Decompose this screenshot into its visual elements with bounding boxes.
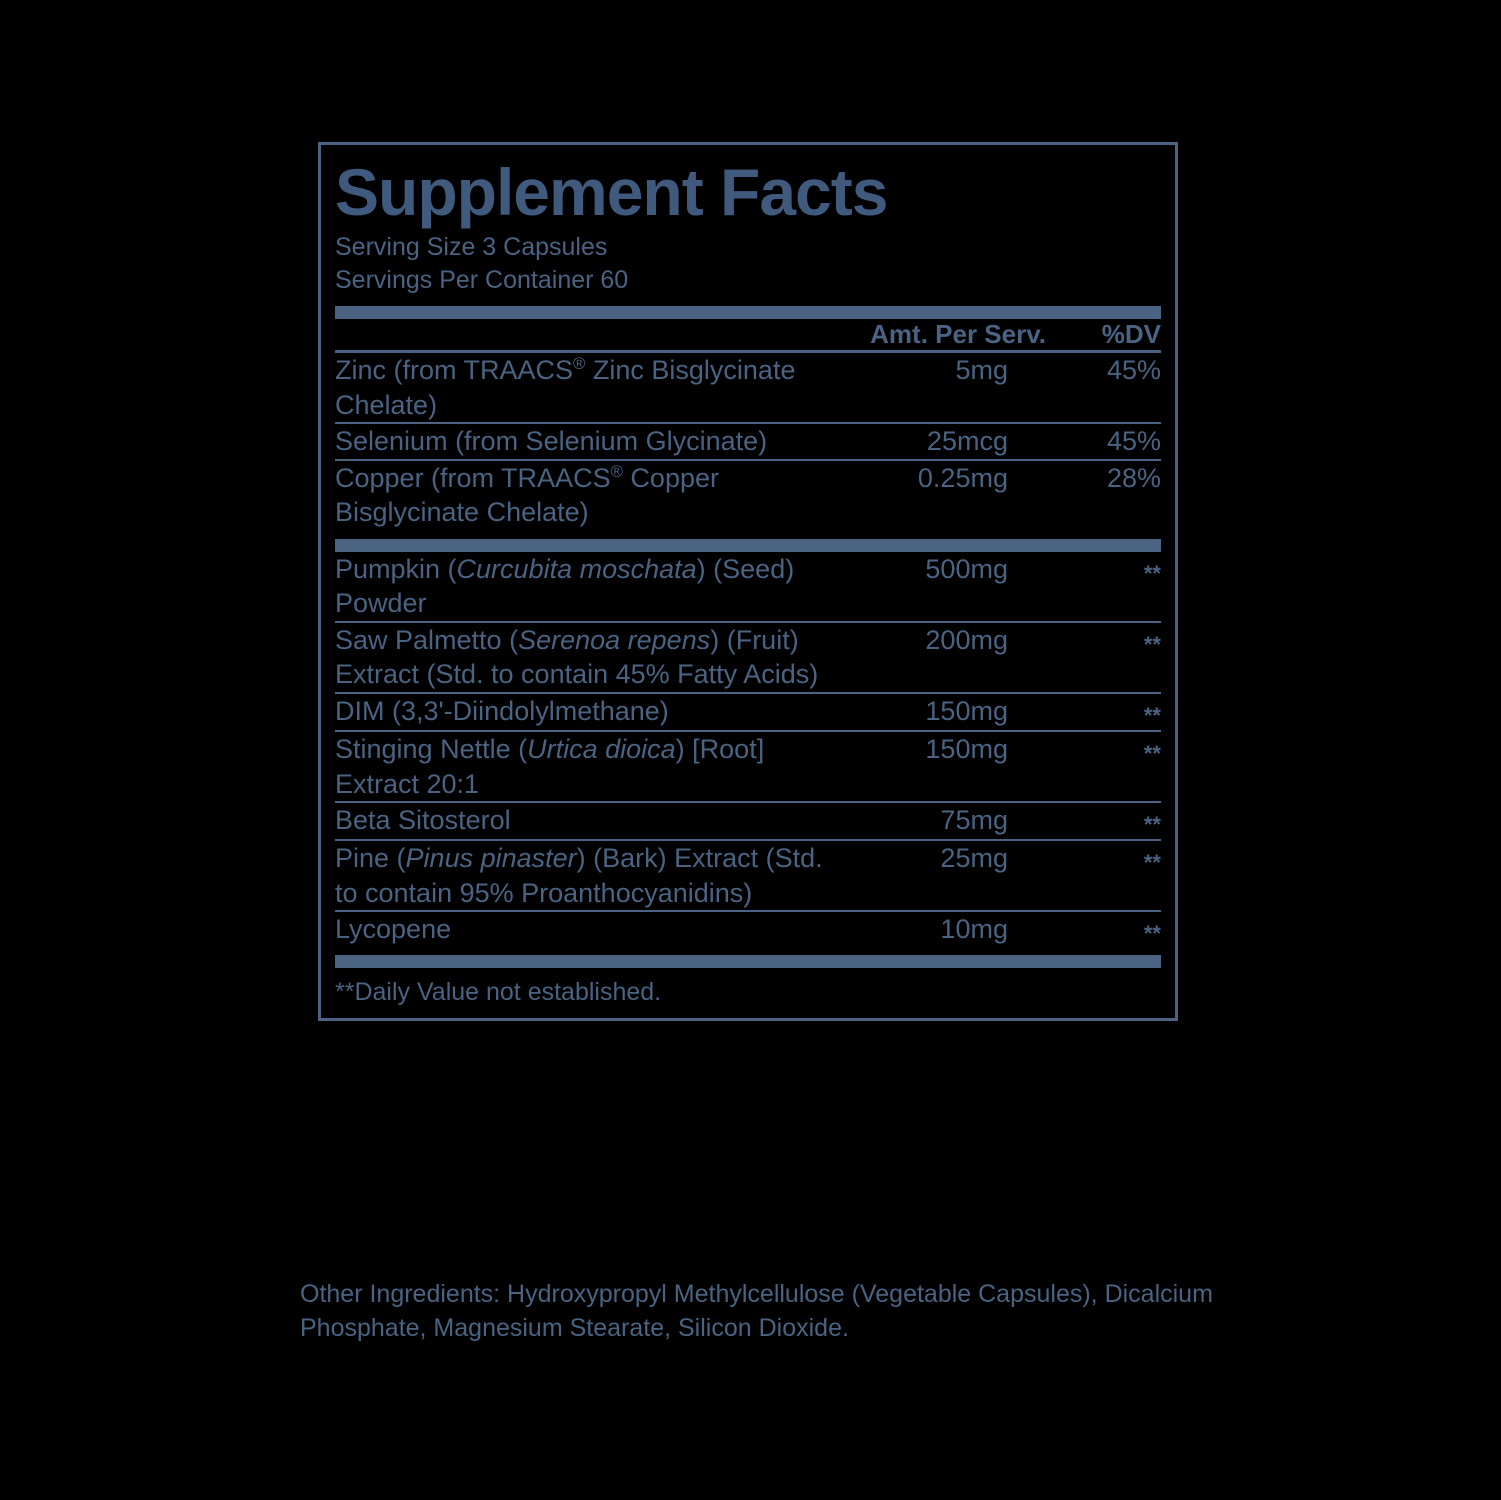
nutrient-name: DIM (3,3'-Diindolylmethane) <box>335 693 826 731</box>
servings-per-container: Servings Per Container 60 <box>335 266 629 294</box>
nutrient-name: Pine (Pinus pinaster) (Bark) Extract (Std. to contain 95% Proanthocyanidins) <box>335 840 826 911</box>
table-header-row <box>335 319 1161 352</box>
divider-thick-top <box>335 306 1161 319</box>
table-row <box>335 352 1161 424</box>
table-row <box>335 460 1161 530</box>
panel-title: Supplement Facts <box>335 155 888 229</box>
nutrient-amount: 200mg <box>826 622 1046 693</box>
table-row <box>335 552 1161 622</box>
table-row <box>335 802 1161 840</box>
serving-size: Serving Size 3 Capsules <box>335 233 608 261</box>
table-row <box>335 911 1161 948</box>
nutrient-amount: 10mg <box>940 914 1008 945</box>
nutrient-dv: ** <box>1046 840 1161 911</box>
supplement-facts-panel <box>318 142 1178 1021</box>
nutrient-dv: ** <box>1046 622 1161 693</box>
nutrient-name: Selenium (from Selenium Glycinate) <box>335 423 826 460</box>
header-daily-value: %DV <box>1046 319 1161 352</box>
table-row <box>335 693 1161 731</box>
nutrient-name: Saw Palmetto (Serenoa repens) (Fruit) Extract (Std. to contain 45% Fatty Acids) <box>335 622 826 693</box>
daily-value-footnote: **Daily Value not established. <box>335 977 662 1006</box>
table-row <box>335 731 1161 802</box>
nutrient-amount: 150mg <box>826 731 1046 802</box>
nutrient-dv: 45% <box>1046 352 1161 424</box>
table-row <box>335 622 1161 693</box>
table-row <box>335 423 1161 460</box>
nutrient-amount: 500mg <box>826 552 1046 622</box>
nutrient-name: Pumpkin (Curcubita moschata) (Seed) Powder <box>335 552 826 622</box>
nutrient-dv: ** <box>1046 802 1161 840</box>
nutrient-name: Stinging Nettle (Urtica dioica) [Root] Extract 20:1 <box>335 731 826 802</box>
divider-thick-bottom <box>335 955 1161 968</box>
nutrient-name: Beta Sitosterol <box>335 802 826 840</box>
nutrient-dv: 45% <box>1046 423 1161 460</box>
nutrients-table <box>335 319 1161 530</box>
nutrient-dv: ** <box>1143 921 1161 947</box>
nutrient-amount: 75mg <box>826 802 1046 840</box>
divider-thick-middle <box>335 539 1161 552</box>
nutrient-dv: ** <box>1046 731 1161 802</box>
nutrient-name: Lycopene <box>335 914 452 945</box>
nutrient-amount: 25mg <box>826 840 1046 911</box>
nutrient-dv: ** <box>1046 693 1161 731</box>
table-row <box>335 840 1161 911</box>
nutrient-name: Zinc (from TRAACS® Zinc Bisglycinate Chelate) <box>335 352 826 424</box>
botanicals-table <box>335 552 1161 949</box>
header-name <box>335 319 826 352</box>
nutrient-dv: ** <box>1046 552 1161 622</box>
header-amount: Amt. Per Serv. <box>826 319 1046 352</box>
nutrient-amount: 5mg <box>826 352 1046 424</box>
nutrient-amount: 150mg <box>826 693 1046 731</box>
nutrient-amount: 0.25mg <box>917 462 1008 493</box>
nutrient-dv: 28% <box>1106 462 1161 493</box>
nutrient-amount: 25mcg <box>826 423 1046 460</box>
nutrient-name: Copper (from TRAACS® Copper Bisglycinate Chelate) <box>335 461 719 528</box>
other-ingredients: Other Ingredients: Hydroxypropyl Methylcellulose (Vegetable Capsules), Dicalcium Phosphate, Magnesium Stearate, Silicon Dioxide. <box>300 1280 1213 1342</box>
